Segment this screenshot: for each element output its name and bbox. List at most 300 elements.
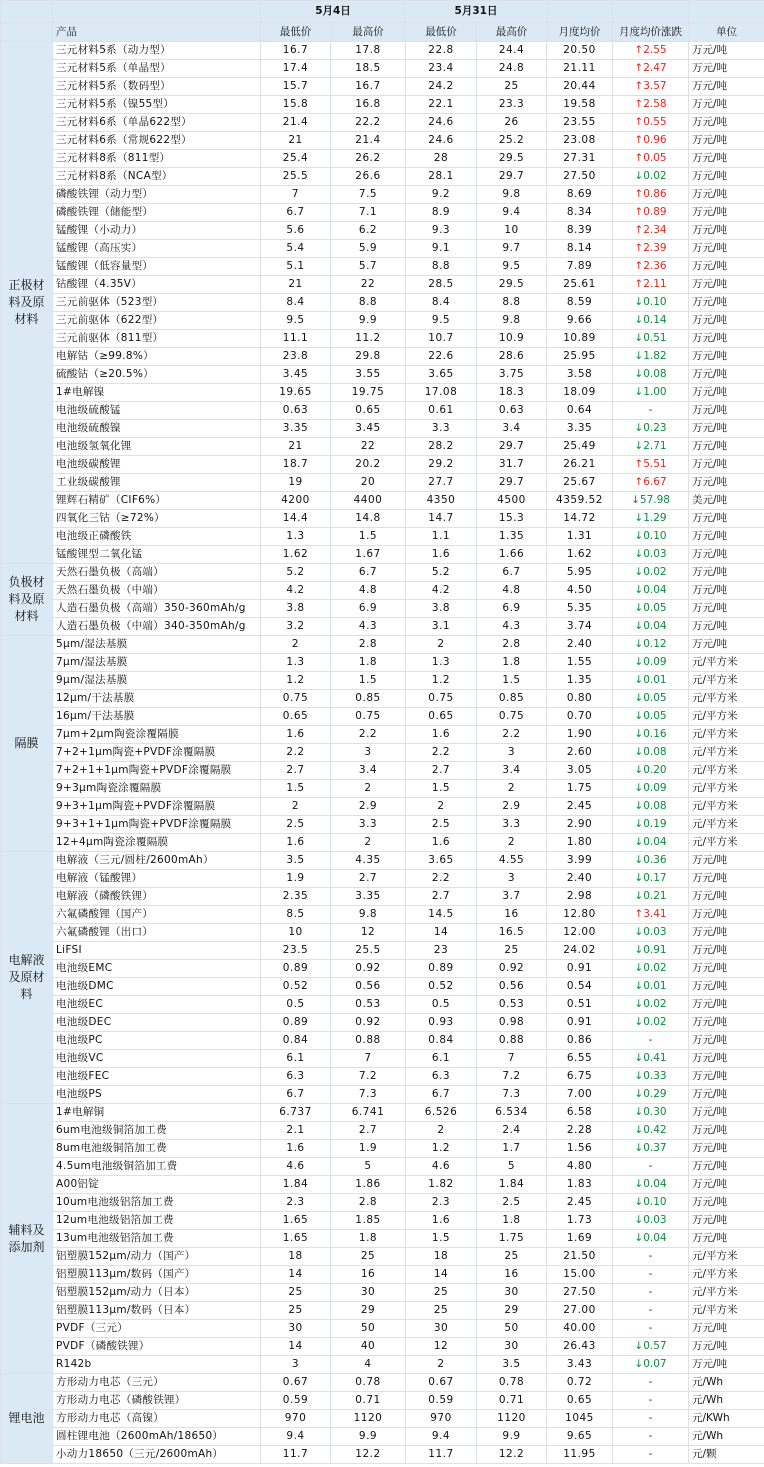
low-price-start: 5.6	[261, 222, 331, 240]
product-name: 6um电池级铜箔加工费	[53, 1122, 261, 1140]
high-price-start: 16.7	[331, 78, 406, 96]
high-price-start: 26.6	[331, 168, 406, 186]
unit: 元/Wh	[689, 1392, 764, 1410]
unit: 万元/吨	[689, 870, 764, 888]
monthly-avg: 0.72	[547, 1374, 613, 1392]
high-price-start: 0.53	[331, 996, 406, 1014]
high-price-end: 18.3	[477, 384, 547, 402]
unit: 万元/吨	[689, 924, 764, 942]
low-price-end: 0.67	[406, 1374, 477, 1392]
high-price-start: 20	[331, 474, 406, 492]
header-date-end: 5月31日	[406, 1, 547, 23]
product-name: 7μm+2μm陶瓷涂覆隔膜	[53, 726, 261, 744]
product-name: 锰酸锂（低容量型）	[53, 258, 261, 276]
product-name: R142b	[53, 1356, 261, 1374]
change-value: 2.47	[643, 62, 667, 74]
monthly-change	[613, 1266, 689, 1284]
change-value: 0.02	[643, 566, 667, 578]
monthly-change	[613, 798, 689, 816]
high-price-end: 0.98	[477, 1014, 547, 1032]
monthly-avg: 14.72	[547, 510, 613, 528]
high-price-end: 1.8	[477, 1212, 547, 1230]
unit: 万元/吨	[689, 330, 764, 348]
product-name: 电解液（三元/圆柱/2600mAh）	[53, 852, 261, 870]
low-price-end: 2	[406, 798, 477, 816]
high-price-start: 2.8	[331, 636, 406, 654]
monthly-avg: 11.95	[547, 1446, 613, 1464]
change-value: 0.42	[643, 1124, 667, 1136]
high-price-start: 5	[331, 1158, 406, 1176]
arrow-down-icon: ↓	[634, 1178, 644, 1190]
high-price-start: 1.8	[331, 654, 406, 672]
low-price-start: 11.1	[261, 330, 331, 348]
product-name: 硫酸钴（≥20.5%）	[53, 366, 261, 384]
low-price-end: 2.2	[406, 744, 477, 762]
monthly-avg: 8.14	[547, 240, 613, 258]
high-price-end: 28.6	[477, 348, 547, 366]
low-price-start: 25.4	[261, 150, 331, 168]
monthly-avg: 2.45	[547, 798, 613, 816]
table-row	[1, 636, 764, 654]
monthly-avg: 0.64	[547, 402, 613, 420]
category-label: 锂电池	[1, 1374, 53, 1464]
high-price-end: 30	[477, 1284, 547, 1302]
high-price-start: 5.9	[331, 240, 406, 258]
product-name: 四氧化三钴（≥72%）	[53, 510, 261, 528]
change-value: 0.89	[643, 206, 667, 218]
monthly-avg: 1.73	[547, 1212, 613, 1230]
monthly-avg: 15.00	[547, 1266, 613, 1284]
unit: 万元/吨	[689, 348, 764, 366]
arrow-down-icon: ↓	[634, 1016, 644, 1028]
high-price-end: 10.9	[477, 330, 547, 348]
monthly-avg: 1.62	[547, 546, 613, 564]
high-price-end: 29.7	[477, 474, 547, 492]
high-price-start: 29.8	[331, 348, 406, 366]
unit: 万元/吨	[689, 456, 764, 474]
low-price-end: 22.8	[406, 42, 477, 60]
monthly-change	[613, 906, 689, 924]
low-price-start: 8.4	[261, 294, 331, 312]
high-price-start: 2	[331, 780, 406, 798]
monthly-avg: 12.80	[547, 906, 613, 924]
low-price-start: 9.5	[261, 312, 331, 330]
high-price-start: 0.78	[331, 1374, 406, 1392]
table-row	[1, 510, 764, 528]
table-row	[1, 996, 764, 1014]
product-name: 铝塑膜113μm/数码（国产）	[53, 1266, 261, 1284]
monthly-change	[613, 1248, 689, 1266]
change-value: 0.08	[643, 800, 667, 812]
high-price-end: 29	[477, 1302, 547, 1320]
arrow-up-icon: ↑	[634, 278, 644, 290]
unit: 元/KWh	[689, 1410, 764, 1428]
low-price-end: 1.6	[406, 834, 477, 852]
low-price-start: 19.65	[261, 384, 331, 402]
high-price-end: 50	[477, 1320, 547, 1338]
product-name: 天然石墨负极（高端）	[53, 564, 261, 582]
low-price-end: 4350	[406, 492, 477, 510]
low-price-end: 2	[406, 1356, 477, 1374]
header-row-dates	[1, 1, 764, 23]
table-row	[1, 1122, 764, 1140]
product-name: 磷酸铁锂（动力型）	[53, 186, 261, 204]
arrow-down-icon: ↓	[634, 872, 644, 884]
high-price-start: 4	[331, 1356, 406, 1374]
product-name: 9+3μm陶瓷涂覆隔膜	[53, 780, 261, 798]
low-price-start: 2.35	[261, 888, 331, 906]
unit: 万元/吨	[689, 114, 764, 132]
arrow-down-icon: ↓	[634, 926, 644, 938]
high-price-end: 6.9	[477, 600, 547, 618]
table-row	[1, 654, 764, 672]
product-name: 12+4μm陶瓷涂覆隔膜	[53, 834, 261, 852]
low-price-start: 3.5	[261, 852, 331, 870]
unit: 万元/吨	[689, 1194, 764, 1212]
change-value: 0.14	[643, 314, 667, 326]
product-name: 天然石墨负极（中端）	[53, 582, 261, 600]
arrow-down-icon: ↓	[634, 620, 644, 632]
monthly-change	[613, 1140, 689, 1158]
table-row	[1, 42, 764, 60]
low-price-end: 6.7	[406, 1086, 477, 1104]
low-price-end: 1.5	[406, 1230, 477, 1248]
low-price-start: 3.45	[261, 366, 331, 384]
low-price-end: 3.8	[406, 600, 477, 618]
monthly-change	[613, 834, 689, 852]
table-row	[1, 1428, 764, 1446]
table-row	[1, 78, 764, 96]
change-value: 57.98	[639, 494, 670, 506]
table-row	[1, 330, 764, 348]
high-price-start: 22	[331, 276, 406, 294]
low-price-start: 1.62	[261, 546, 331, 564]
table-row	[1, 744, 764, 762]
table-row	[1, 456, 764, 474]
high-price-start: 1120	[331, 1410, 406, 1428]
low-price-end: 3.1	[406, 618, 477, 636]
product-name: 16μm/干法基膜	[53, 708, 261, 726]
monthly-avg: 2.40	[547, 870, 613, 888]
monthly-avg: 24.02	[547, 942, 613, 960]
product-name: 方形动力电芯（高镍）	[53, 1410, 261, 1428]
table-row	[1, 1176, 764, 1194]
product-name: 锰酸锂（小动力）	[53, 222, 261, 240]
low-price-start: 0.52	[261, 978, 331, 996]
low-price-start: 0.59	[261, 1392, 331, 1410]
change-value: 0.55	[643, 116, 667, 128]
change-value: 1.29	[643, 512, 667, 524]
monthly-change	[613, 762, 689, 780]
product-name: 三元材料8系（811型）	[53, 150, 261, 168]
product-name: 8um电池级铜箔加工费	[53, 1140, 261, 1158]
low-price-end: 0.93	[406, 1014, 477, 1032]
monthly-change	[613, 1068, 689, 1086]
high-price-start: 3.3	[331, 816, 406, 834]
header-row-columns	[1, 23, 764, 42]
high-price-end: 3.3	[477, 816, 547, 834]
high-price-start: 2.9	[331, 798, 406, 816]
monthly-change	[613, 726, 689, 744]
table-row	[1, 1302, 764, 1320]
category-label: 负极材料及原材料	[1, 564, 53, 636]
dash-icon: -	[648, 1412, 653, 1424]
monthly-avg: 2.40	[547, 636, 613, 654]
arrow-down-icon: ↓	[634, 1196, 644, 1208]
low-price-end: 970	[406, 1410, 477, 1428]
monthly-avg: 1.56	[547, 1140, 613, 1158]
high-price-end: 16.5	[477, 924, 547, 942]
unit: 万元/吨	[689, 1212, 764, 1230]
monthly-avg: 9.65	[547, 1428, 613, 1446]
high-price-end: 9.8	[477, 186, 547, 204]
unit: 万元/吨	[689, 1050, 764, 1068]
arrow-down-icon: ↓	[634, 332, 644, 344]
product-name: 7+2+1μm陶瓷+PVDF涂覆隔膜	[53, 744, 261, 762]
high-price-start: 8.8	[331, 294, 406, 312]
arrow-up-icon: ↑	[634, 476, 644, 488]
product-name: 方形动力电芯（磷酸铁锂）	[53, 1392, 261, 1410]
low-price-start: 6.3	[261, 1068, 331, 1086]
product-name: 电池级PS	[53, 1086, 261, 1104]
change-value: 3.57	[643, 80, 667, 92]
high-price-end: 25	[477, 942, 547, 960]
arrow-down-icon: ↓	[634, 710, 644, 722]
low-price-start: 0.63	[261, 402, 331, 420]
product-name: 电解液（锰酸锂）	[53, 870, 261, 888]
change-value: 0.05	[643, 710, 667, 722]
product-name: PVDF（三元）	[53, 1320, 261, 1338]
low-price-end: 2.3	[406, 1194, 477, 1212]
monthly-avg: 5.95	[547, 564, 613, 582]
arrow-down-icon: ↓	[634, 566, 644, 578]
low-price-start: 7	[261, 186, 331, 204]
unit: 万元/吨	[689, 564, 764, 582]
unit: 万元/吨	[689, 942, 764, 960]
monthly-avg: 0.51	[547, 996, 613, 1014]
table-row	[1, 492, 764, 510]
monthly-change	[613, 420, 689, 438]
monthly-avg: 25.67	[547, 474, 613, 492]
arrow-down-icon: ↓	[634, 530, 644, 542]
high-price-start: 11.2	[331, 330, 406, 348]
product-name: 10um电池级铝箔加工费	[53, 1194, 261, 1212]
table-row	[1, 204, 764, 222]
monthly-avg: 4.80	[547, 1158, 613, 1176]
low-price-start: 4.2	[261, 582, 331, 600]
low-price-start: 0.75	[261, 690, 331, 708]
high-price-start: 1.5	[331, 672, 406, 690]
high-price-start: 25	[331, 1248, 406, 1266]
change-value: 0.04	[643, 620, 667, 632]
low-price-start: 0.67	[261, 1374, 331, 1392]
table-row	[1, 240, 764, 258]
unit: 元/颗	[689, 1446, 764, 1464]
product-name: 锰酸锂（高压实）	[53, 240, 261, 258]
unit: 万元/吨	[689, 402, 764, 420]
arrow-down-icon: ↓	[634, 584, 644, 596]
low-price-end: 9.2	[406, 186, 477, 204]
monthly-change	[613, 582, 689, 600]
low-price-end: 28.2	[406, 438, 477, 456]
product-name: 钴酸锂（4.35V）	[53, 276, 261, 294]
monthly-avg: 10.89	[547, 330, 613, 348]
table-row	[1, 528, 764, 546]
header-avg: 月度均价	[547, 23, 613, 42]
low-price-start: 3.35	[261, 420, 331, 438]
low-price-start: 0.89	[261, 1014, 331, 1032]
change-value: 0.23	[643, 422, 667, 434]
change-value: 0.41	[643, 1052, 667, 1064]
monthly-change	[613, 636, 689, 654]
low-price-end: 0.59	[406, 1392, 477, 1410]
high-price-start: 0.92	[331, 1014, 406, 1032]
monthly-change	[613, 204, 689, 222]
monthly-change	[613, 1320, 689, 1338]
change-value: 0.17	[643, 872, 667, 884]
low-price-start: 5.4	[261, 240, 331, 258]
monthly-avg: 20.50	[547, 42, 613, 60]
product-name: 1#电解铜	[53, 1104, 261, 1122]
arrow-down-icon: ↓	[634, 1358, 644, 1370]
change-value: 0.08	[643, 368, 667, 380]
high-price-end: 0.63	[477, 402, 547, 420]
table-row	[1, 564, 764, 582]
change-value: 0.08	[643, 746, 667, 758]
high-price-start: 7.2	[331, 1068, 406, 1086]
monthly-change	[613, 240, 689, 258]
arrow-up-icon: ↑	[634, 260, 644, 272]
high-price-end: 4.8	[477, 582, 547, 600]
product-name: A00铝锭	[53, 1176, 261, 1194]
monthly-avg: 5.35	[547, 600, 613, 618]
change-value: 0.02	[643, 962, 667, 974]
monthly-avg: 8.69	[547, 186, 613, 204]
high-price-end: 4.3	[477, 618, 547, 636]
product-name: 9+3+1μm陶瓷+PVDF涂覆隔膜	[53, 798, 261, 816]
high-price-start: 6.9	[331, 600, 406, 618]
dash-icon: -	[648, 1304, 653, 1316]
unit: 元/平方米	[689, 798, 764, 816]
product-name: 12μm/干法基膜	[53, 690, 261, 708]
monthly-change	[613, 1104, 689, 1122]
monthly-avg: 6.75	[547, 1068, 613, 1086]
high-price-start: 18.5	[331, 60, 406, 78]
table-row	[1, 1140, 764, 1158]
unit: 万元/吨	[689, 366, 764, 384]
table-row	[1, 168, 764, 186]
low-price-end: 2	[406, 636, 477, 654]
monthly-change	[613, 1446, 689, 1464]
low-price-end: 1.6	[406, 546, 477, 564]
arrow-down-icon: ↓	[634, 350, 644, 362]
low-price-start: 4200	[261, 492, 331, 510]
high-price-end: 29.7	[477, 438, 547, 456]
change-value: 0.09	[643, 656, 667, 668]
high-price-end: 25	[477, 78, 547, 96]
high-price-start: 19.75	[331, 384, 406, 402]
monthly-change	[613, 96, 689, 114]
product-name: 锂辉石精矿（CIF6%）	[53, 492, 261, 510]
arrow-up-icon: ↑	[634, 188, 644, 200]
low-price-end: 1.5	[406, 780, 477, 798]
arrow-down-icon: ↓	[631, 494, 640, 506]
monthly-change	[613, 1338, 689, 1356]
low-price-end: 25	[406, 1302, 477, 1320]
high-price-start: 1.86	[331, 1176, 406, 1194]
arrow-down-icon: ↓	[634, 1088, 644, 1100]
low-price-end: 9.5	[406, 312, 477, 330]
monthly-change	[613, 42, 689, 60]
table-row	[1, 1338, 764, 1356]
low-price-start: 2	[261, 636, 331, 654]
high-price-end: 3	[477, 870, 547, 888]
low-price-end: 0.89	[406, 960, 477, 978]
low-price-end: 27.7	[406, 474, 477, 492]
product-name: 电池级正磷酸铁	[53, 528, 261, 546]
low-price-end: 14.7	[406, 510, 477, 528]
unit: 元/平方米	[689, 834, 764, 852]
arrow-down-icon: ↓	[634, 674, 644, 686]
product-name: 电池级硫酸锰	[53, 402, 261, 420]
unit: 元/Wh	[689, 1428, 764, 1446]
low-price-end: 4.2	[406, 582, 477, 600]
high-price-end: 9.5	[477, 258, 547, 276]
product-name: 5μm/湿法基膜	[53, 636, 261, 654]
high-price-end: 23.3	[477, 96, 547, 114]
change-value: 0.04	[643, 1178, 667, 1190]
high-price-start: 7	[331, 1050, 406, 1068]
product-name: 9μm/湿法基膜	[53, 672, 261, 690]
high-price-start: 16.8	[331, 96, 406, 114]
low-price-start: 2	[261, 798, 331, 816]
arrow-down-icon: ↓	[634, 656, 644, 668]
high-price-end: 0.75	[477, 708, 547, 726]
low-price-start: 5.2	[261, 564, 331, 582]
high-price-end: 0.78	[477, 1374, 547, 1392]
high-price-end: 9.4	[477, 204, 547, 222]
high-price-end: 9.7	[477, 240, 547, 258]
table-row	[1, 114, 764, 132]
low-price-end: 0.75	[406, 690, 477, 708]
product-name: 三元前驱体（523型）	[53, 294, 261, 312]
table-row	[1, 852, 764, 870]
arrow-up-icon: ↑	[634, 224, 644, 236]
monthly-change	[613, 1392, 689, 1410]
monthly-avg: 6.58	[547, 1104, 613, 1122]
change-value: 0.19	[643, 818, 667, 830]
arrow-down-icon: ↓	[634, 512, 644, 524]
monthly-change	[613, 564, 689, 582]
low-price-start: 0.5	[261, 996, 331, 1014]
unit: 万元/吨	[689, 96, 764, 114]
low-price-start: 6.1	[261, 1050, 331, 1068]
product-name: 三元前驱体（622型）	[53, 312, 261, 330]
high-price-start: 0.75	[331, 708, 406, 726]
monthly-avg: 21.50	[547, 1248, 613, 1266]
dash-icon: -	[648, 404, 653, 416]
product-name: 六氟磷酸锂（出口）	[53, 924, 261, 942]
monthly-change	[613, 294, 689, 312]
monthly-avg: 12.00	[547, 924, 613, 942]
monthly-change	[613, 546, 689, 564]
arrow-down-icon: ↓	[634, 440, 644, 452]
dash-icon: -	[648, 1394, 653, 1406]
monthly-avg: 27.50	[547, 168, 613, 186]
unit: 万元/吨	[689, 258, 764, 276]
low-price-end: 2	[406, 1122, 477, 1140]
arrow-up-icon: ↑	[634, 458, 644, 470]
